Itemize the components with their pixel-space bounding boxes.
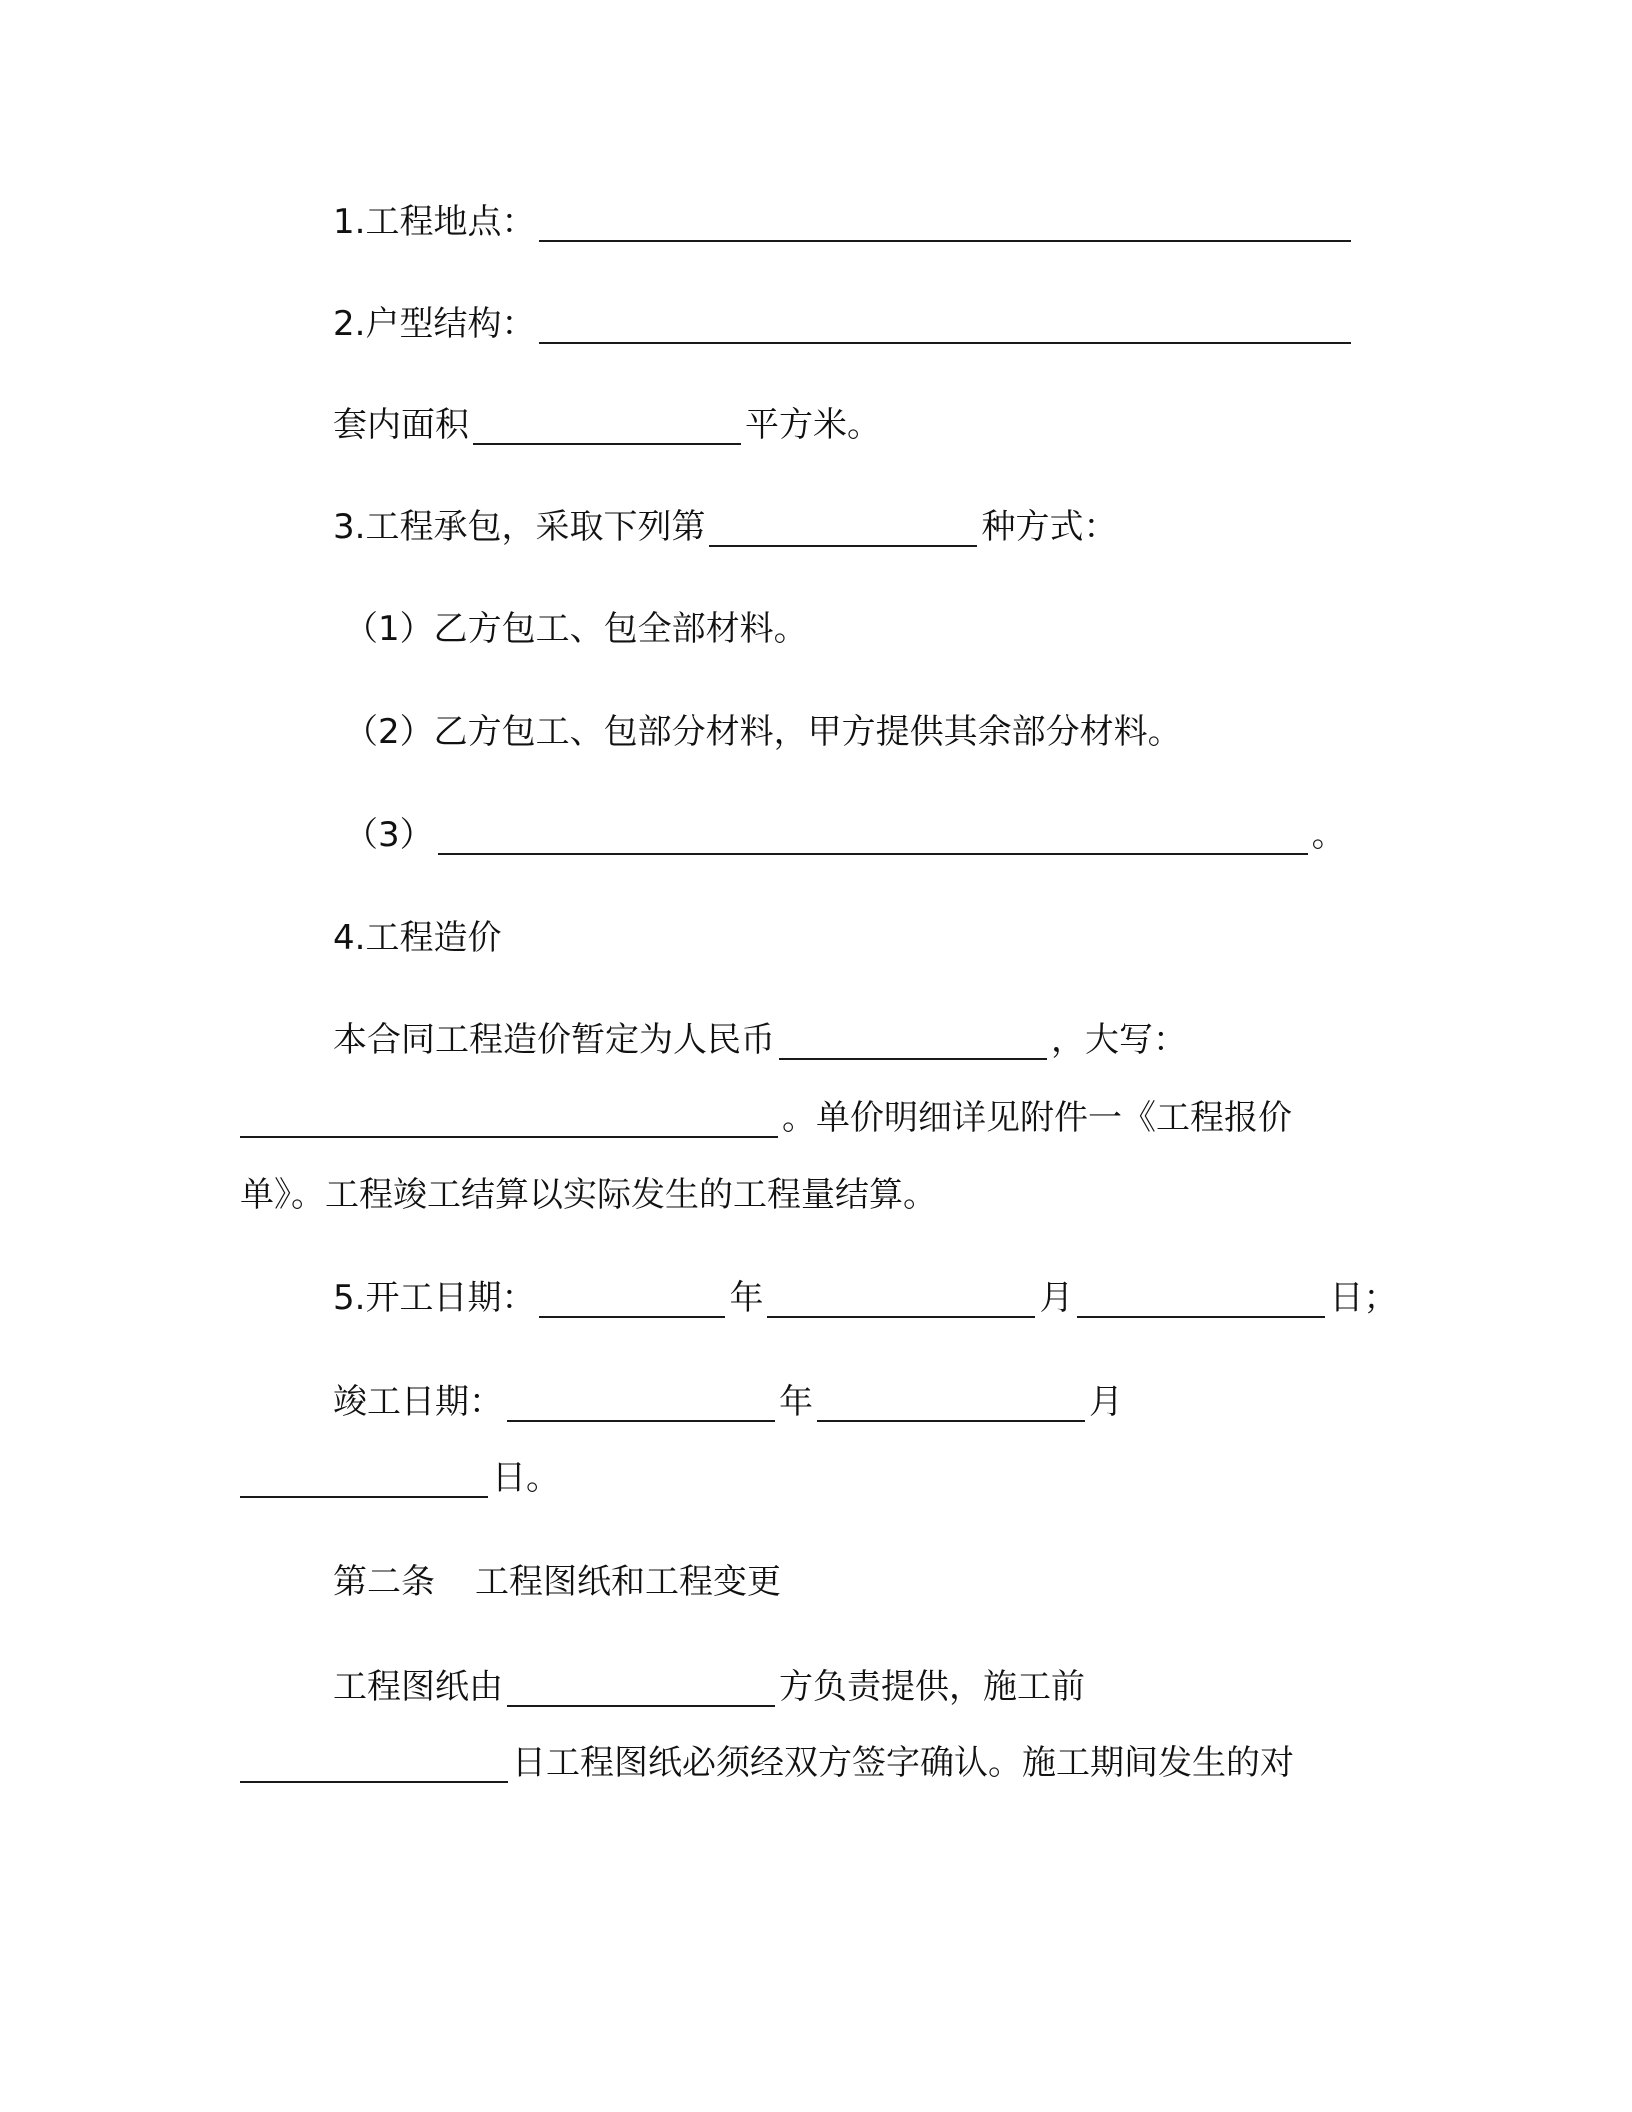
drawing-prefix: 工程图纸由 xyxy=(333,1667,503,1707)
area-blank[interactable] xyxy=(473,415,741,445)
structure-line xyxy=(333,304,1355,344)
finish-date-line-2 xyxy=(240,1458,560,1498)
contract-line xyxy=(333,507,1117,547)
start-date-label: 5.开工日期： xyxy=(333,1278,536,1318)
start-date-line xyxy=(333,1278,1397,1318)
finish-month-label: 月 xyxy=(1089,1382,1123,1422)
area-suffix: 平方米。 xyxy=(745,405,881,445)
start-day-blank[interactable] xyxy=(1077,1288,1325,1318)
cost-line-3 xyxy=(240,1175,937,1215)
structure-blank[interactable] xyxy=(539,314,1351,344)
location-label: 1.工程地点： xyxy=(333,202,536,242)
cost-capital-blank[interactable] xyxy=(240,1108,778,1138)
area-line xyxy=(333,405,881,445)
cost-mid: ，大写： xyxy=(1051,1020,1187,1060)
finish-year-blank[interactable] xyxy=(507,1392,775,1422)
option-3-blank[interactable] xyxy=(438,825,1308,855)
finish-date-line xyxy=(333,1382,1123,1422)
start-year-label: 年 xyxy=(729,1278,764,1318)
finish-day-label: 日。 xyxy=(492,1458,560,1498)
structure-label: 2.户型结构： xyxy=(333,304,536,344)
cost-line-2-suffix: 。单价明细详见附件一《工程报价 xyxy=(782,1098,1292,1138)
option-1-text: （1）乙方包工、包全部材料。 xyxy=(344,609,808,649)
cost-amount-blank[interactable] xyxy=(779,1030,1047,1060)
contract-option-blank[interactable] xyxy=(709,517,977,547)
start-day-label: 日； xyxy=(1329,1278,1398,1318)
option-2 xyxy=(344,712,1182,752)
finish-year-label: 年 xyxy=(779,1382,813,1422)
cost-prefix: 本合同工程造价暂定为人民币 xyxy=(333,1020,775,1060)
option-1 xyxy=(344,609,808,649)
cost-line-3-text: 单》。工程竣工结算以实际发生的工程量结算。 xyxy=(240,1175,937,1215)
drawing-line-2 xyxy=(240,1743,1294,1783)
start-year-blank[interactable] xyxy=(539,1288,725,1318)
article-2-title: 工程图纸和工程变更 xyxy=(475,1562,781,1602)
article-2-heading xyxy=(333,1562,781,1602)
location-blank[interactable] xyxy=(539,212,1351,242)
option-3 xyxy=(344,815,1346,855)
contract-prefix: 3.工程承包，采取下列第 xyxy=(333,507,706,547)
cost-line-2 xyxy=(240,1098,1292,1138)
drawing-party-blank[interactable] xyxy=(507,1677,775,1707)
start-month-label: 月 xyxy=(1039,1278,1074,1318)
finish-day-blank[interactable] xyxy=(240,1468,488,1498)
location-line xyxy=(333,202,1355,242)
option-3-suffix: 。 xyxy=(1311,815,1346,855)
article-2-number: 第二条 xyxy=(333,1562,435,1602)
finish-date-label: 竣工日期： xyxy=(333,1382,503,1422)
cost-heading-text: 4.工程造价 xyxy=(333,918,502,958)
drawing-line-1 xyxy=(333,1667,1085,1707)
drawing-days-blank[interactable] xyxy=(240,1753,508,1783)
drawing-mid: 方负责提供，施工前 xyxy=(779,1667,1085,1707)
drawing-line-2-suffix: 日工程图纸必须经双方签字确认。施工期间发生的对 xyxy=(512,1743,1294,1783)
cost-heading xyxy=(333,918,501,958)
area-prefix: 套内面积 xyxy=(333,405,469,445)
finish-month-blank[interactable] xyxy=(817,1392,1085,1422)
option-2-text: （2）乙方包工、包部分材料，甲方提供其余部分材料。 xyxy=(344,712,1182,752)
start-month-blank[interactable] xyxy=(767,1288,1035,1318)
option-3-prefix: （3） xyxy=(344,815,434,855)
contract-suffix: 种方式： xyxy=(981,507,1118,547)
cost-line-1 xyxy=(333,1020,1187,1060)
